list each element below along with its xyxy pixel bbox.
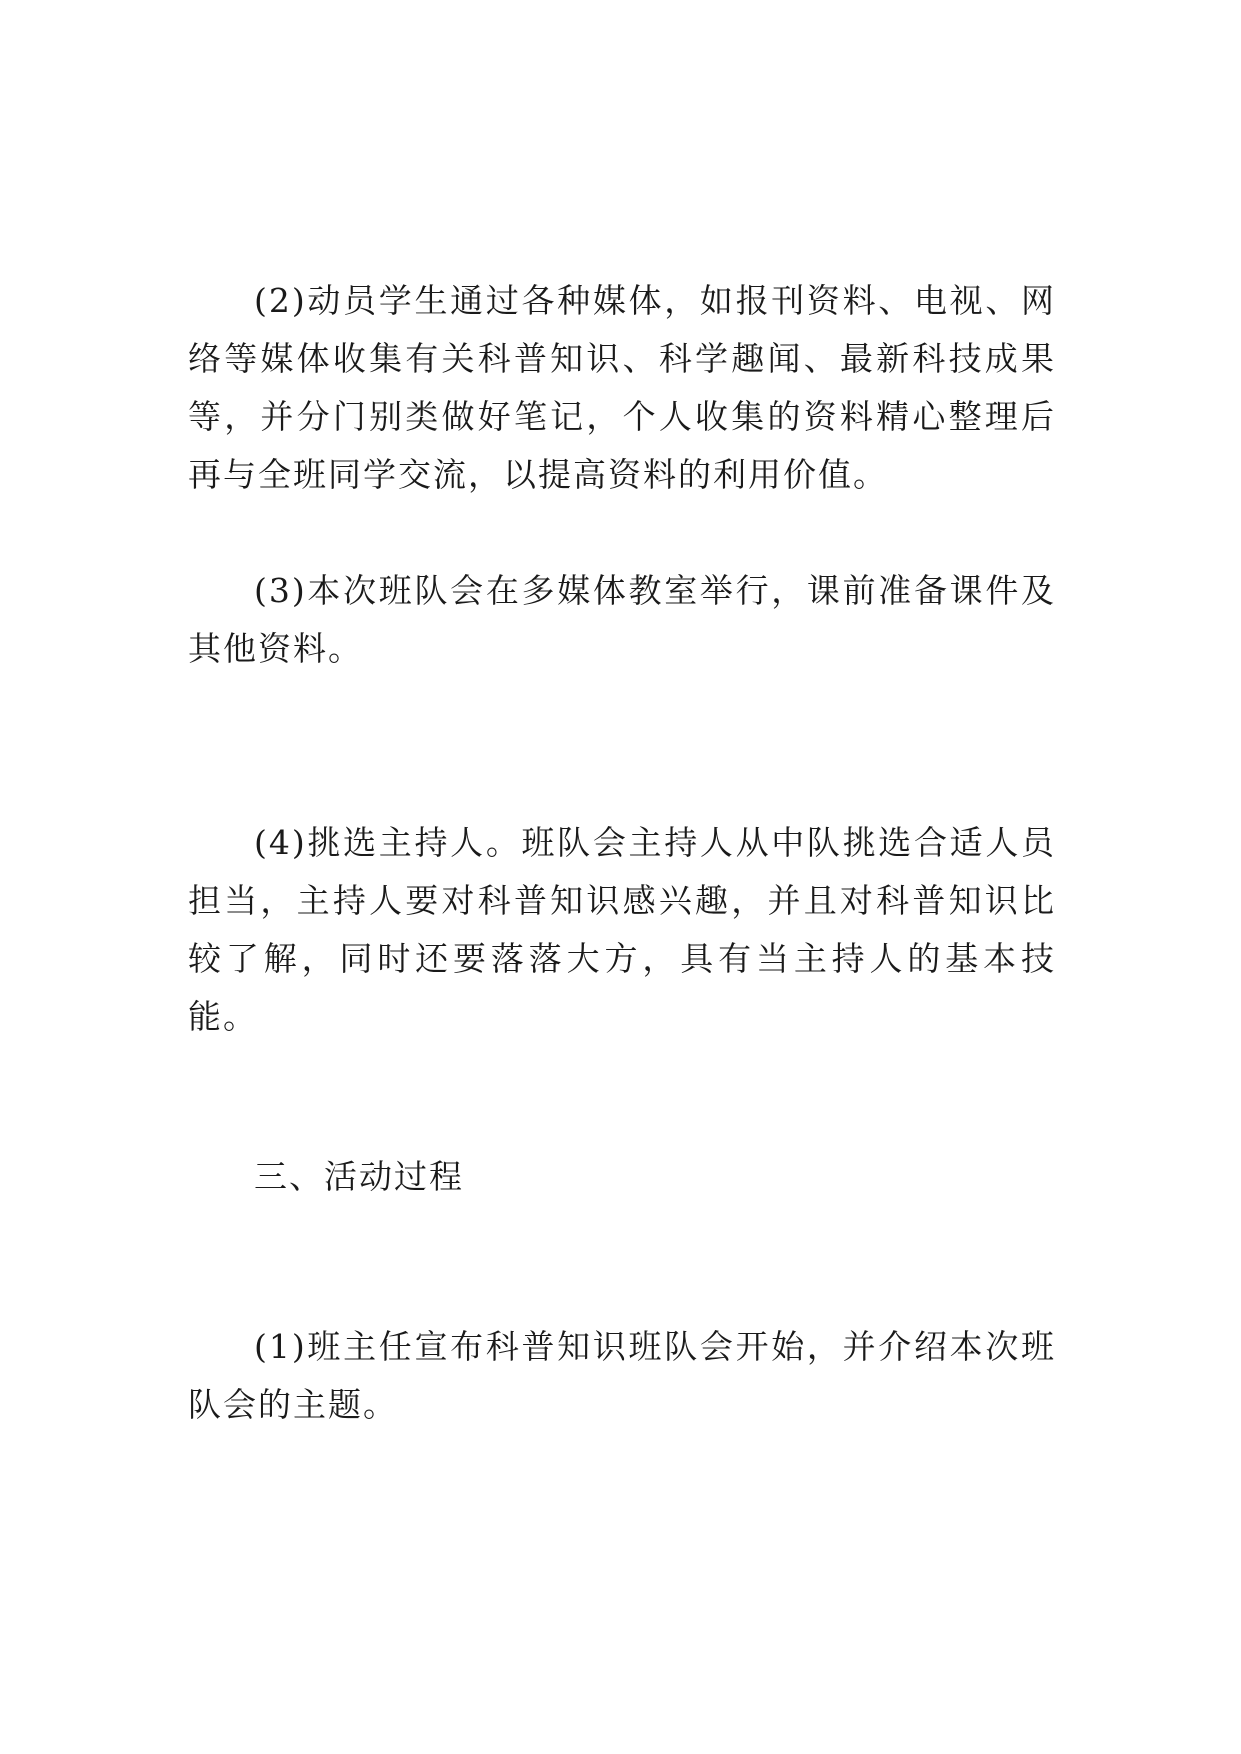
paragraph-item-1: (1)班主任宣布科普知识班队会开始，并介绍本次班队会的主题。 xyxy=(188,1327,1056,1424)
paragraph-item-3: (3)本次班队会在多媒体教室举行，课前准备课件及其他资料。 xyxy=(188,571,1056,668)
paragraph-item-4: (4)挑选主持人。班队会主持人从中队挑选合适人员担当，主持人要对科普知识感兴趣，并且对科普知识比较了解，同时还要落落大方，具有当主持人的基本技能。 xyxy=(188,823,1056,1036)
paragraph-item-2: (2)动员学生通过各种媒体，如报刊资料、电视、网络等媒体收集有关科普知识、科学趣闻、最新科技成果等，并分门别类做好笔记，个人收集的资料精心整理后再与全班同学交流，以提高资料的利用价值。 xyxy=(188,281,1056,494)
section-heading: 三、活动过程 xyxy=(254,1157,464,1196)
